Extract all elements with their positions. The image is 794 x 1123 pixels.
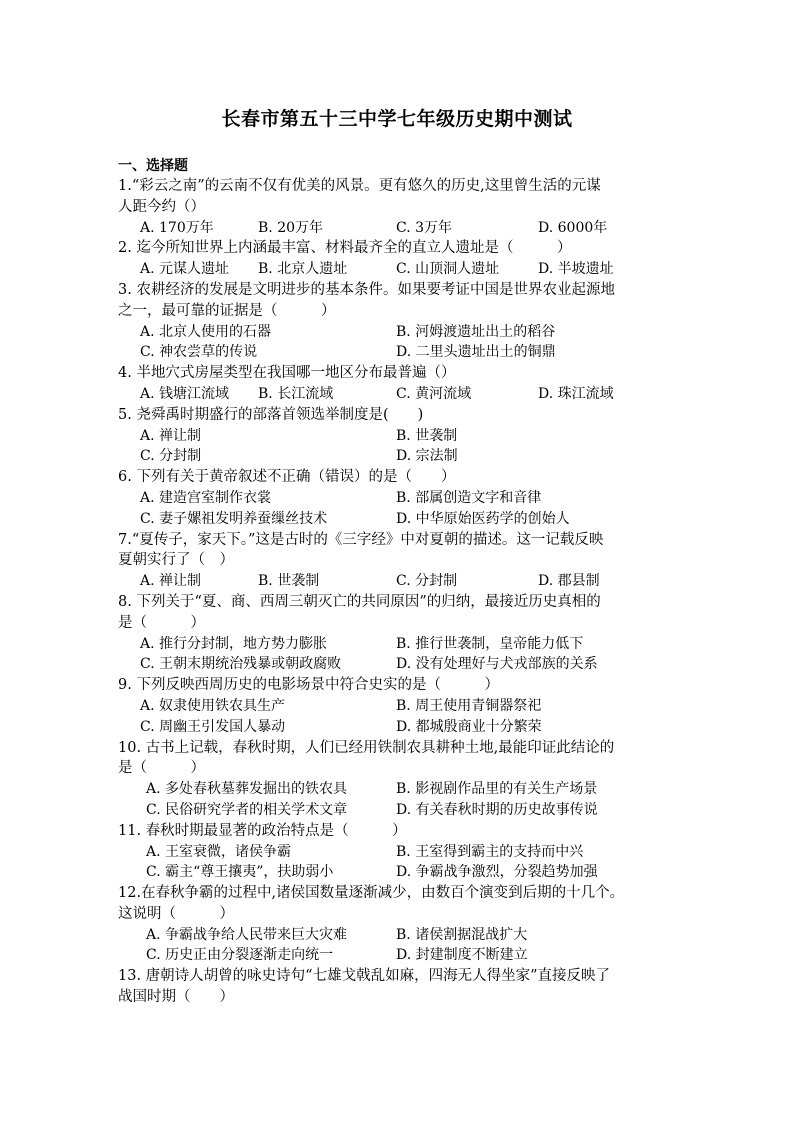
option-row: [118, 426, 680, 447]
answer-option[interactable]: D. 没有处理好与犬戎部族的关系: [396, 656, 598, 673]
option-row: [118, 446, 680, 467]
answer-option[interactable]: D. 宗法制: [396, 448, 458, 465]
question-13: [118, 966, 680, 1008]
answer-option[interactable]: C. 分封制: [396, 573, 458, 590]
question-text: 13. 唐朝诗人胡曾的咏史诗句“七雄戈戟乱如麻，四海无人得坐家”直接反映了: [118, 968, 610, 985]
answer-option[interactable]: C. 黄河流域: [396, 385, 472, 402]
answer-option[interactable]: D. 珠江流域: [538, 385, 614, 402]
answer-option[interactable]: C. 妻子嫘祖发明养蚕缫丝技术: [140, 510, 328, 527]
answer-option[interactable]: B. 周王使用青铜器祭祀: [396, 697, 542, 714]
answer-option[interactable]: A. 170万年: [140, 219, 214, 236]
answer-option[interactable]: B. 20万年: [258, 219, 324, 236]
question-4: [118, 363, 680, 405]
answer-option[interactable]: A. 元谋人遗址: [140, 261, 230, 278]
answer-option[interactable]: C. 3万年: [396, 219, 453, 236]
question-text: 1.“彩云之南”的云南不仅有优美的风景。更有悠久的历史,这里曾生活的元谋: [118, 178, 601, 194]
answer-option[interactable]: C. 王朝末期统治残暴或朝政腐败: [140, 656, 342, 673]
option-row: [118, 696, 680, 717]
answer-option[interactable]: C. 分封制: [140, 448, 202, 465]
option-row: [118, 862, 680, 883]
answer-option[interactable]: B. 长江流域: [258, 385, 334, 402]
answer-option[interactable]: A. 北京人使用的石器: [140, 323, 272, 340]
answer-option[interactable]: B. 诸侯割据混战扩大: [396, 926, 528, 943]
option-row: [118, 218, 680, 239]
answer-option[interactable]: B. 世袭制: [258, 573, 320, 590]
option-row: [118, 509, 680, 530]
question-text: 7.“夏传子，家天下。”这是古时的《三字经》中对夏朝的描述。这一记载反映: [118, 531, 604, 548]
answer-option[interactable]: B. 推行世袭制，皇帝能力低下: [396, 635, 584, 652]
answer-option[interactable]: D. 二里头遗址出土的铜鼎: [396, 344, 556, 361]
answer-option[interactable]: B. 北京人遗址: [258, 261, 348, 278]
answer-option[interactable]: D. 中华原始医药学的创始人: [396, 510, 570, 527]
answer-option[interactable]: C. 霸主“尊王攘夷”，扶助弱小: [146, 864, 334, 881]
answer-option[interactable]: D. 6000年: [538, 219, 608, 236]
question-text: 是（ ）: [118, 760, 205, 777]
answer-option[interactable]: A. 争霸战争给人民带来巨大灾难: [146, 926, 348, 943]
question-6: [118, 467, 680, 529]
answer-option[interactable]: A. 多处春秋墓葬发掘出的铁农具: [146, 781, 348, 798]
question-text: 3. 农耕经济的发展是文明进步的基本条件。如果要考证中国是世界农业起源地: [118, 281, 615, 298]
question-text: 这说明（ ）: [118, 905, 234, 922]
option-row: [118, 384, 680, 405]
answer-option[interactable]: B. 世袭制: [396, 427, 458, 444]
answer-option[interactable]: A. 奴隶使用铁农具生产: [140, 697, 286, 714]
answer-option[interactable]: D. 有关春秋时期的历史故事传说: [396, 801, 598, 818]
answer-option[interactable]: C. 历史正由分裂逐渐走向统一: [146, 947, 334, 964]
question-list: [118, 156, 680, 1008]
question-text: 11. 春秋时期最显著的政治特点是（ ）: [118, 822, 407, 839]
answer-option[interactable]: D. 争霸战争激烈，分裂趋势加强: [396, 864, 598, 881]
question-2: [118, 238, 680, 280]
option-row: [118, 488, 680, 509]
question-12: [118, 883, 680, 966]
answer-option[interactable]: C. 周幽王引发国人暴动: [140, 718, 286, 735]
question-10: [118, 738, 680, 821]
option-row: [118, 717, 680, 738]
answer-option[interactable]: D. 半坡遗址: [538, 261, 614, 278]
question-text: 9. 下列反映西周历史的电影场景中符合史实的是（ ）: [118, 677, 499, 694]
option-row: [118, 571, 680, 592]
answer-option[interactable]: A. 禅让制: [140, 427, 202, 444]
option-row: [118, 842, 680, 863]
answer-option[interactable]: A. 建造宫室制作衣裳: [140, 489, 272, 506]
question-text: 2. 迄今所知世界上内涵最丰富、材料最齐全的直立人遗址是（ ）: [118, 240, 572, 257]
option-row: [118, 800, 680, 821]
question-text: 5. 尧舜禹时期盛行的部落首领选举制度是( ): [118, 406, 424, 423]
answer-option[interactable]: A. 禅让制: [140, 573, 202, 590]
section-heading: 一、选择题: [118, 158, 188, 174]
question-text: 10. 古书上记载，春秋时期，人们已经用铁制农具耕种土地,最能印证此结论的: [118, 739, 615, 756]
question-9: [118, 675, 680, 737]
question-text: 之一，最可靠的证据是（ ）: [118, 302, 336, 319]
answer-option[interactable]: B. 河姆渡遗址出土的稻谷: [396, 323, 556, 340]
question-text: 夏朝实行了（ ）: [118, 552, 234, 569]
answer-option[interactable]: D. 都城殷商业十分繁荣: [396, 718, 542, 735]
answer-option[interactable]: C. 神农尝草的传说: [140, 344, 258, 361]
question-text: 是（ ）: [118, 614, 205, 631]
answer-option[interactable]: D. 郡县制: [538, 573, 600, 590]
answer-option[interactable]: B. 部属创造文字和音律: [396, 489, 542, 506]
question-3: [118, 280, 680, 363]
option-row: [118, 779, 680, 800]
question-1: [118, 176, 680, 238]
question-text: 人距今约（）: [118, 198, 205, 215]
option-row: [118, 342, 680, 363]
exam-title: 长春市第五十三中学七年级历史期中测试: [221, 108, 573, 130]
option-row: [118, 322, 680, 343]
question-8: [118, 592, 680, 675]
answer-option[interactable]: C. 民俗研究学者的相关学术文章: [146, 801, 348, 818]
question-7: [118, 530, 680, 592]
question-11: [118, 821, 680, 883]
option-row: [118, 945, 680, 966]
option-row: [118, 654, 680, 675]
question-5: [118, 405, 680, 467]
answer-option[interactable]: B. 王室得到霸主的支持而中兴: [396, 843, 584, 860]
option-row: [118, 634, 680, 655]
question-text: 8. 下列关于“夏、商、西周三朝灭亡的共同原因”的归纳，最接近历史真相的: [118, 593, 601, 610]
answer-option[interactable]: D. 封建制度不断建立: [396, 947, 528, 964]
question-text: 12.在春秋争霸的过程中,诸侯国数量逐渐减少，由数百个演变到后期的十几个。: [118, 885, 625, 902]
answer-option[interactable]: A. 王室衰微，诸侯争霸: [146, 843, 292, 860]
question-text: 6. 下列有关于黄帝叙述不正确（错误）的是（ ）: [118, 469, 456, 486]
option-row: [118, 259, 680, 280]
question-text: 4. 半地穴式房屋类型在我国哪一地区分布最普遍（）: [118, 365, 456, 382]
answer-option[interactable]: A. 钱塘江流域: [140, 385, 230, 402]
question-text: 战国时期（ ）: [118, 989, 234, 1006]
answer-option[interactable]: C. 山顶洞人遗址: [396, 261, 500, 278]
option-row: [118, 925, 680, 946]
answer-option[interactable]: B. 影视剧作品里的有关生产场景: [396, 781, 598, 798]
answer-option[interactable]: A. 推行分封制，地方势力膨胀: [140, 635, 328, 652]
